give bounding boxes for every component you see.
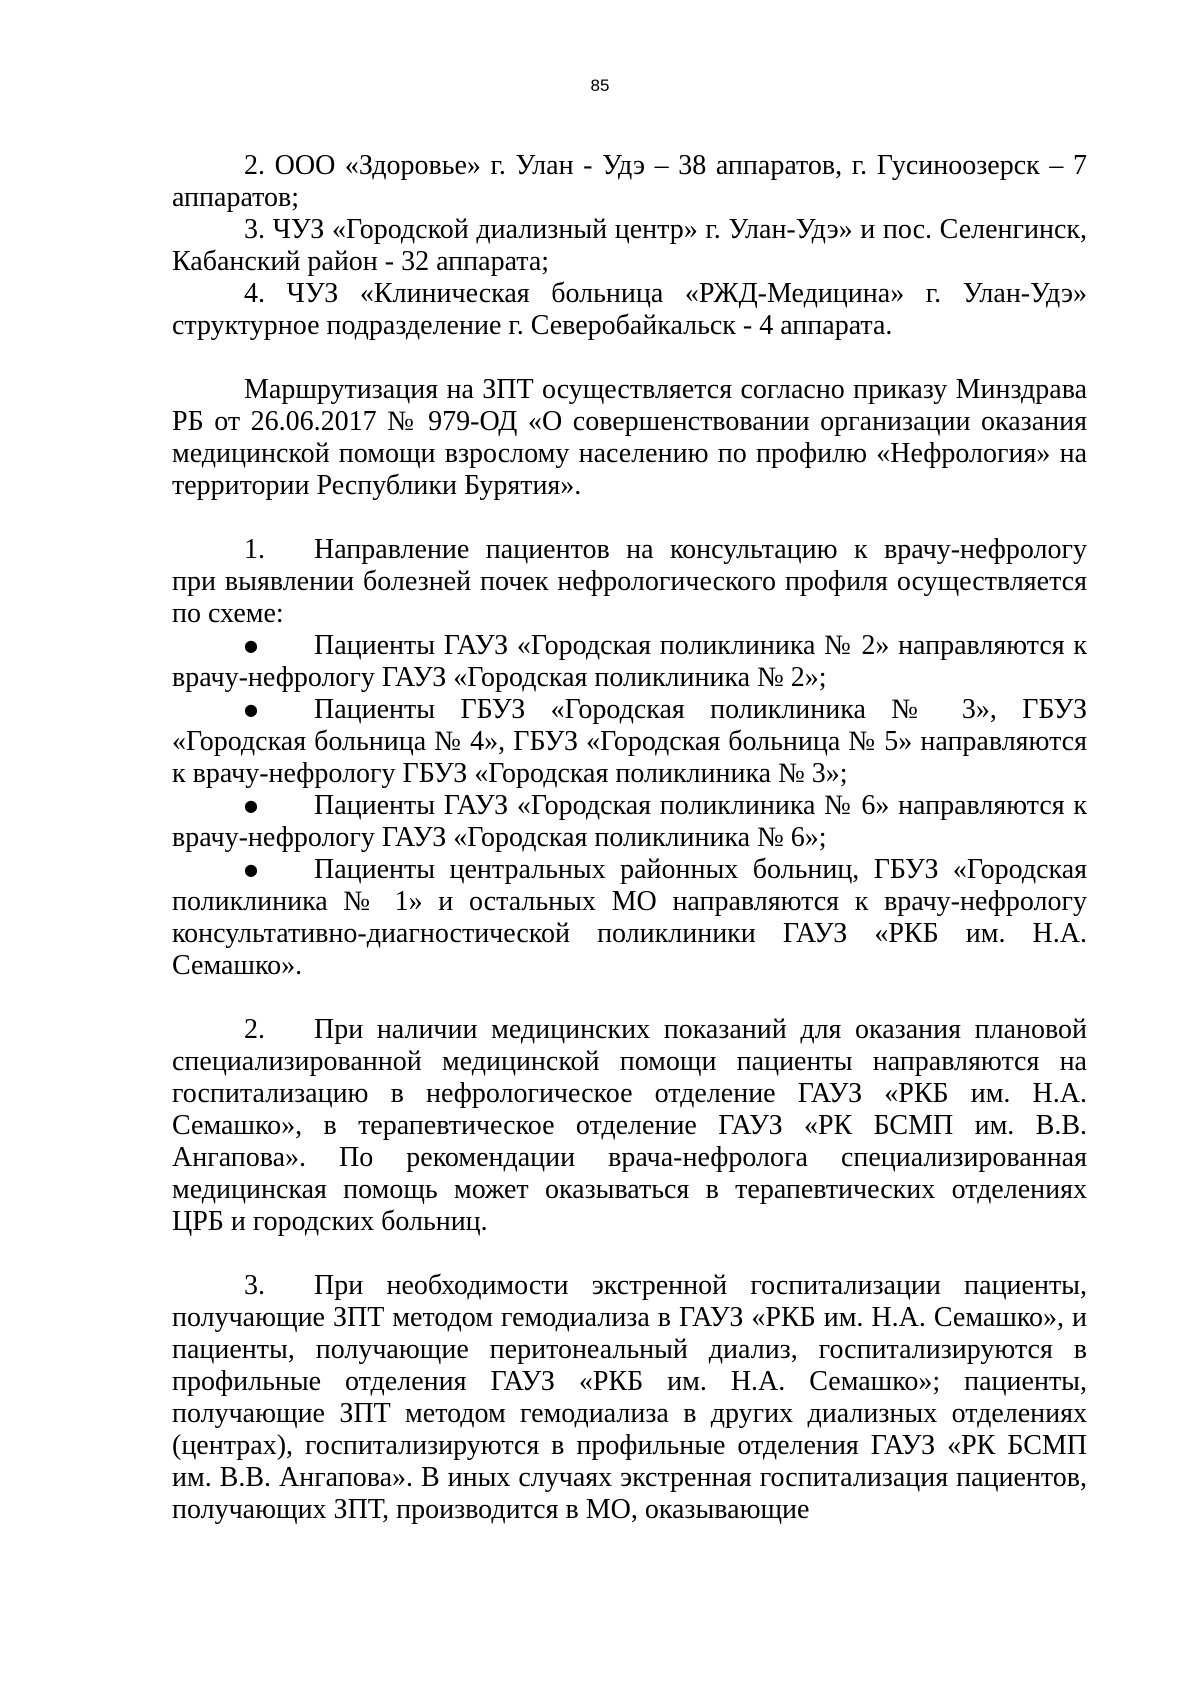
section-3-paragraph	[172, 1270, 1087, 1526]
bullet-text: Пациенты центральных районных больниц, ГБУЗ «Городская поликлиника № 1» и остальных МО направляются к врачу-нефрологу консультативно-диагностической поликлиники ГАУЗ «РКБ им. Н.А. Семашко».	[172, 854, 1087, 981]
section-1-text: Направление пациентов на консультацию к врачу-нефрологу при выявлении болезней почек нефрологического профиля осуществляется по схеме:	[172, 534, 1087, 629]
list-item-dialysis-2: 2. ООО «Здоровье» г. Улан - Удэ – 38 аппаратов, г. Гусиноозерск – 7 аппаратов;	[172, 150, 1087, 213]
bullet-icon: ●	[244, 796, 258, 815]
list-item-dialysis-4: 4. ЧУЗ «Клиническая больница «РЖД-Медицина» г. Улан-Удэ» структурное подразделение г. Северобайкальск - 4 аппарата.	[172, 278, 1087, 341]
section-3-number: 3.	[244, 1270, 265, 1301]
bullet-icon: ●	[244, 700, 258, 719]
paragraph-spacer	[172, 342, 1087, 374]
bullet-item	[172, 790, 1087, 854]
routing-paragraph: Маршрутизация на ЗПТ осуществляется согласно приказу Минздрава РБ от 26.06.2017 № 979-ОД «О совершенствовании организации оказания медицинской помощи взрослому населению по профилю «Нефрология» на территории Республики Бурятия».	[172, 374, 1087, 501]
section-2-paragraph	[172, 1014, 1087, 1238]
bullet-text: Пациенты ГАУЗ «Городская поликлиника № 6» направляются к врачу-нефрологу ГАУЗ «Городская поликлиника № 6»;	[172, 790, 1087, 853]
paragraph-spacer	[172, 982, 1087, 1014]
document-body	[172, 150, 1087, 1526]
section-1-paragraph	[172, 534, 1087, 630]
bullet-icon: ●	[244, 860, 258, 879]
bullet-text: Пациенты ГБУЗ «Городская поликлиника № 3», ГБУЗ «Городская больница № 4», ГБУЗ «Городская больница № 5» направляются к врачу-нефрологу ГБУЗ «Городская поликлиника № 3»;	[172, 694, 1087, 789]
section-2-number: 2.	[244, 1014, 265, 1045]
bullet-item	[172, 694, 1087, 790]
section-2-text: При наличии медицинских показаний для оказания плановой специализированной медицинской помощи пациенты направляются на госпитализацию в нефрологическое отделение ГАУЗ «РКБ им. Н.А. Семашко», в терапевтическое отделение ГАУЗ «РК БСМП им. В.В. Ангапова». По рекомендации врача-нефролога специализированная медицинская помощь может оказываться в терапевтических отделениях ЦРБ и городских больниц.	[172, 1014, 1087, 1237]
bullet-item	[172, 630, 1087, 694]
bullet-item	[172, 854, 1087, 982]
bullet-text: Пациенты ГАУЗ «Городская поликлиника № 2» направляются к врачу-нефрологу ГАУЗ «Городская поликлиника № 2»;	[172, 630, 1087, 693]
paragraph-spacer	[172, 1238, 1087, 1270]
list-item-dialysis-3: 3. ЧУЗ «Городской диализный центр» г. Улан-Удэ» и пос. Селенгинск, Кабанский район - 32 аппарата;	[172, 214, 1087, 277]
bullet-icon: ●	[244, 636, 258, 655]
page-number: 85	[590, 76, 610, 95]
section-3-text: При необходимости экстренной госпитализации пациенты, получающие ЗПТ методом гемодиализа в ГАУЗ «РКБ им. Н.А. Семашко», и пациенты, получающие перитонеальный диализ, госпитализируются в профильные отделения ГАУЗ «РКБ им. Н.А. Семашко»; пациенты, получающие ЗПТ методом гемодиализа в других диализных отделениях (центрах), госпитализируются в профильные отделения ГАУЗ «РК БСМП им. В.В. Ангапова». В иных случаях экстренная госпитализация пациентов, получающих ЗПТ, производится в МО, оказывающие	[172, 1270, 1087, 1525]
section-1-number: 1.	[244, 534, 265, 565]
paragraph-spacer	[172, 502, 1087, 534]
